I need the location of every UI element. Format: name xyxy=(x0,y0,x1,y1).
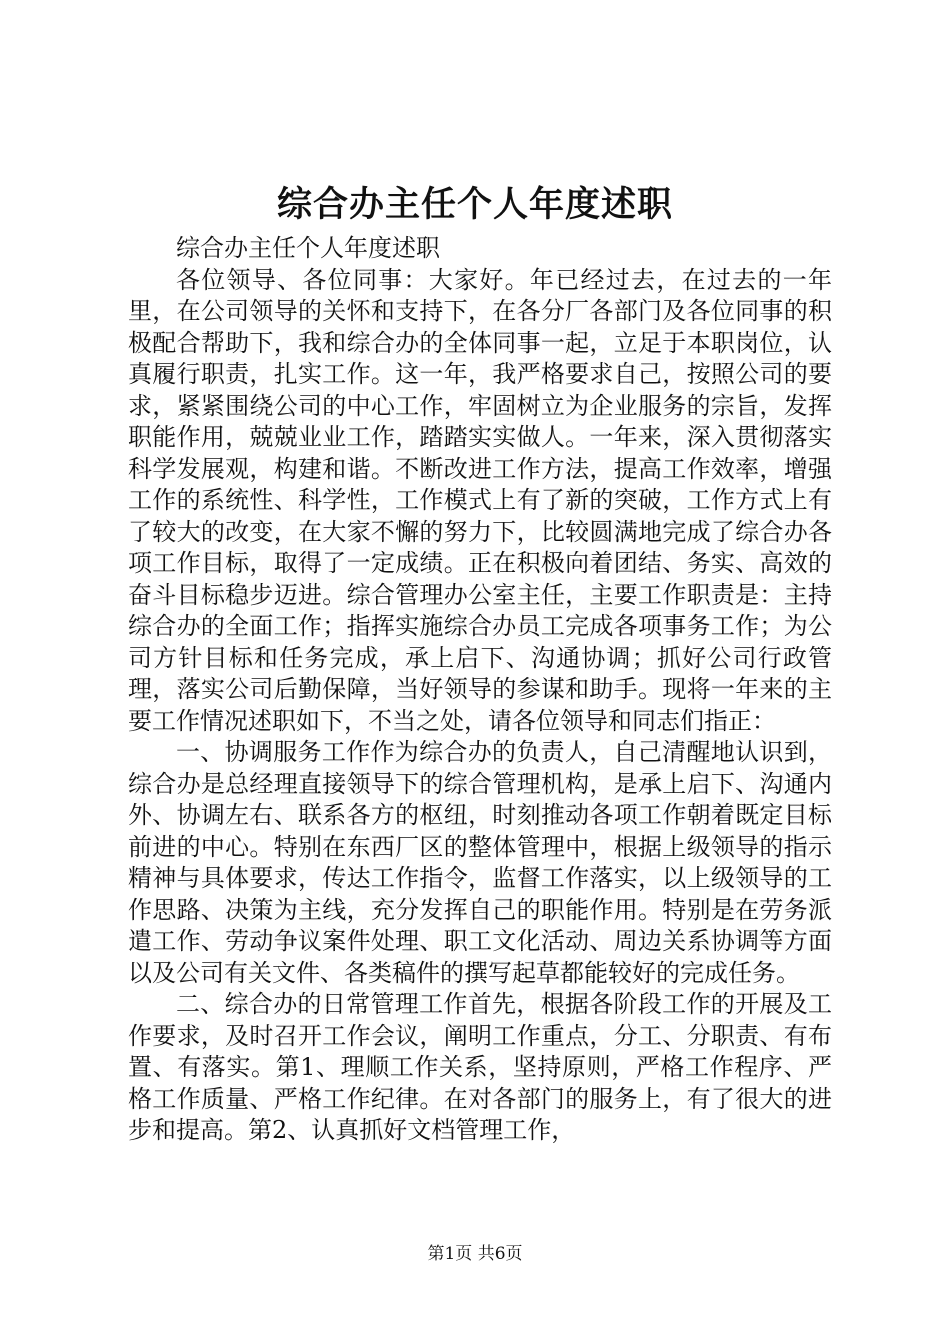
document-body xyxy=(128,233,832,1147)
paragraph-intro: 各位领导、各位同事：大家好。年已经过去，在过去的一年里，在公司领导的关怀和支持下，在各分厂各部门及各位同事的积极配合帮助下，我和综合办的全体同事一起，立足于本职岗位，认真履行职责，扎实工作。这一年，我严格要求自己，按照公司的要求，紧紧围绕公司的中心工作，牢固树立为企业服务的宗旨，发挥职能作用，兢兢业业工作，踏踏实实做人。一年来，深入贯彻落实科学发展观，构建和谐。不断改进工作方法，提高工作效率，增强工作的系统性、科学性，工作模式上有了新的突破，工作方式上有了较大的改变，在大家不懈的努力下，比较圆满地完成了综合办各项工作目标，取得了一定成绩。正在积极向着团结、务实、高效的奋斗目标稳步迈进。综合管理办公室主任，主要工作职责是：主持综合办的全面工作；指挥实施综合办员工完成各项事务工作；为公司方针目标和任务完成，承上启下、沟通协调；抓好公司行政管理，落实公司后勤保障，当好领导的参谋和助手。现将一年来的主要工作情况述职如下，不当之处，请各位领导和同志们指正： xyxy=(128,265,832,735)
paragraph-heading: 综合办主任个人年度述职 xyxy=(176,234,440,262)
page-footer: 第1页 共6页 xyxy=(427,1244,523,1264)
page-title: 综合办主任个人年度述职 xyxy=(276,184,673,225)
paragraph-section-1: 一、协调服务工作作为综合办的负责人，自己清醒地认识到，综合办是总经理直接领导下的综合管理机构，是承上启下、沟通内外、协调左右、联系各方的枢纽，时刻推动各项工作朝着既定目标前进的中心。特别在东西厂区的整体管理中，根据上级领导的指示精神与具体要求，传达工作指令，监督工作落实，以上级领导的工作思路、决策为主线，充分发挥自己的职能作用。特别是在劳务派遣工作、劳动争议案件处理、职工文化活动、周边关系协调等方面以及公司有关文件、各类稿件的撰写起草都能较好的完成任务。 xyxy=(128,738,832,987)
paragraph-section-2: 二、综合办的日常管理工作首先，根据各阶段工作的开展及工作要求，及时召开工作会议，阐明工作重点，分工、分职责、有布置、有落实。第1、理顺工作关系，坚持原则，严格工作程序、严格工作质量、严格工作纪律。在对各部门的服务上，有了很大的进步和提高。第2、认真抓好文档管理工作， xyxy=(128,990,832,1144)
